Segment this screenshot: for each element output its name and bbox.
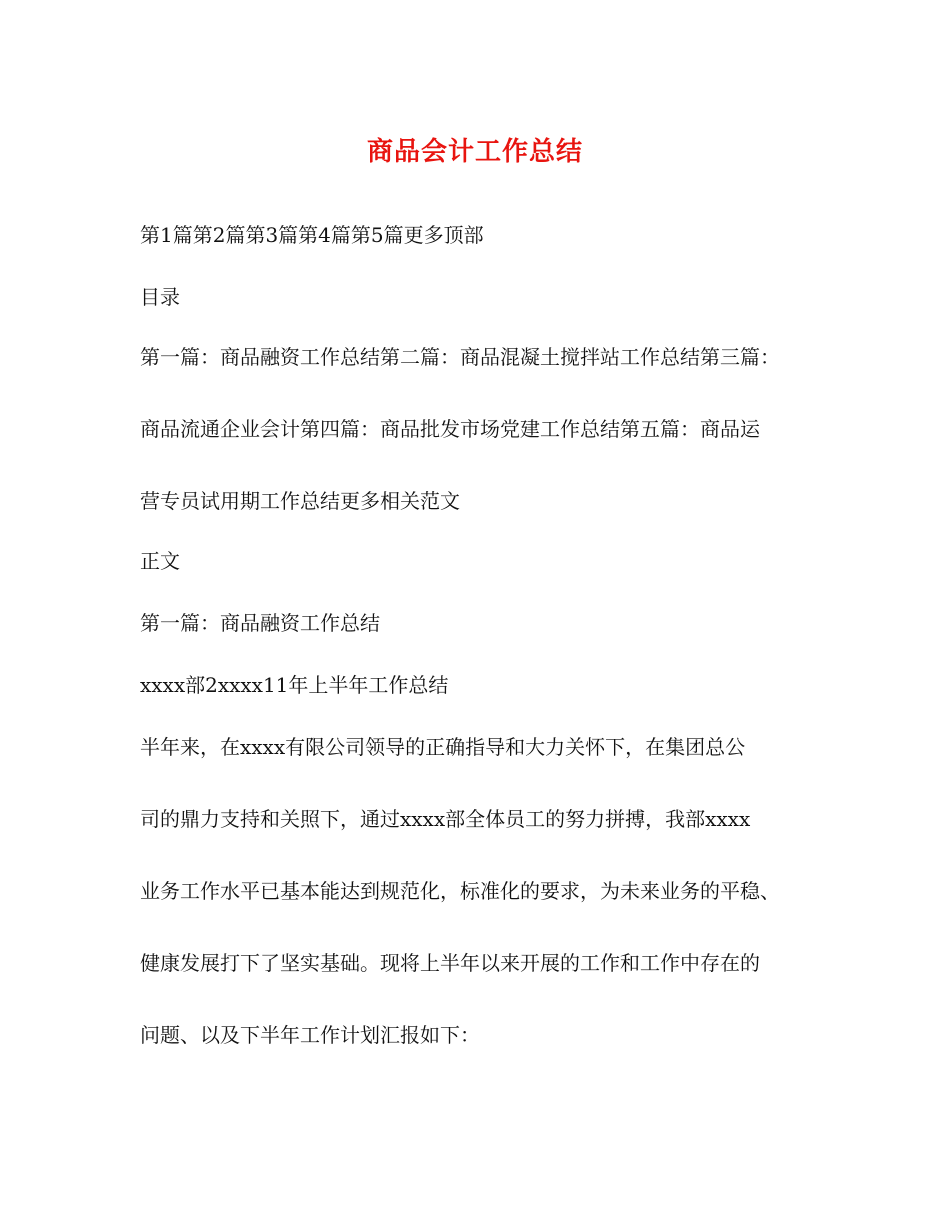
paragraph-line: 业务工作水平已基本能达到规范化，标准化的要求，为未来业务的平稳、 — [140, 879, 780, 903]
toc-line: 商品流通企业会计第四篇：商品批发市场党建工作总结第五篇：商品运 — [140, 417, 760, 441]
section-title: 第一篇：商品融资工作总结 — [140, 611, 380, 635]
paragraph-line: 健康发展打下了坚实基础。现将上半年以来开展的工作和工作中存在的 — [140, 951, 760, 975]
paragraph-line: 半年来，在xxxx有限公司领导的正确指导和大力关怀下，在集团总公 — [140, 735, 746, 759]
article-nav-links[interactable]: 第1篇第2篇第3篇第4篇第5篇更多顶部 — [140, 223, 484, 247]
toc-line: 第一篇：商品融资工作总结第二篇：商品混凝土搅拌站工作总结第三篇： — [140, 345, 780, 369]
body-heading: 正文 — [140, 549, 180, 573]
document-title: 商品会计工作总结 — [366, 137, 583, 167]
paragraph-line: 问题、以及下半年工作计划汇报如下： — [140, 1023, 480, 1047]
report-subtitle: xxxx部2xxxx11年上半年工作总结 — [140, 673, 449, 697]
paragraph-line: 司的鼎力支持和关照下，通过xxxx部全体员工的努力拼搏，我部xxxx — [140, 807, 751, 831]
toc-line: 营专员试用期工作总结更多相关范文 — [140, 489, 460, 513]
toc-heading: 目录 — [140, 285, 180, 309]
